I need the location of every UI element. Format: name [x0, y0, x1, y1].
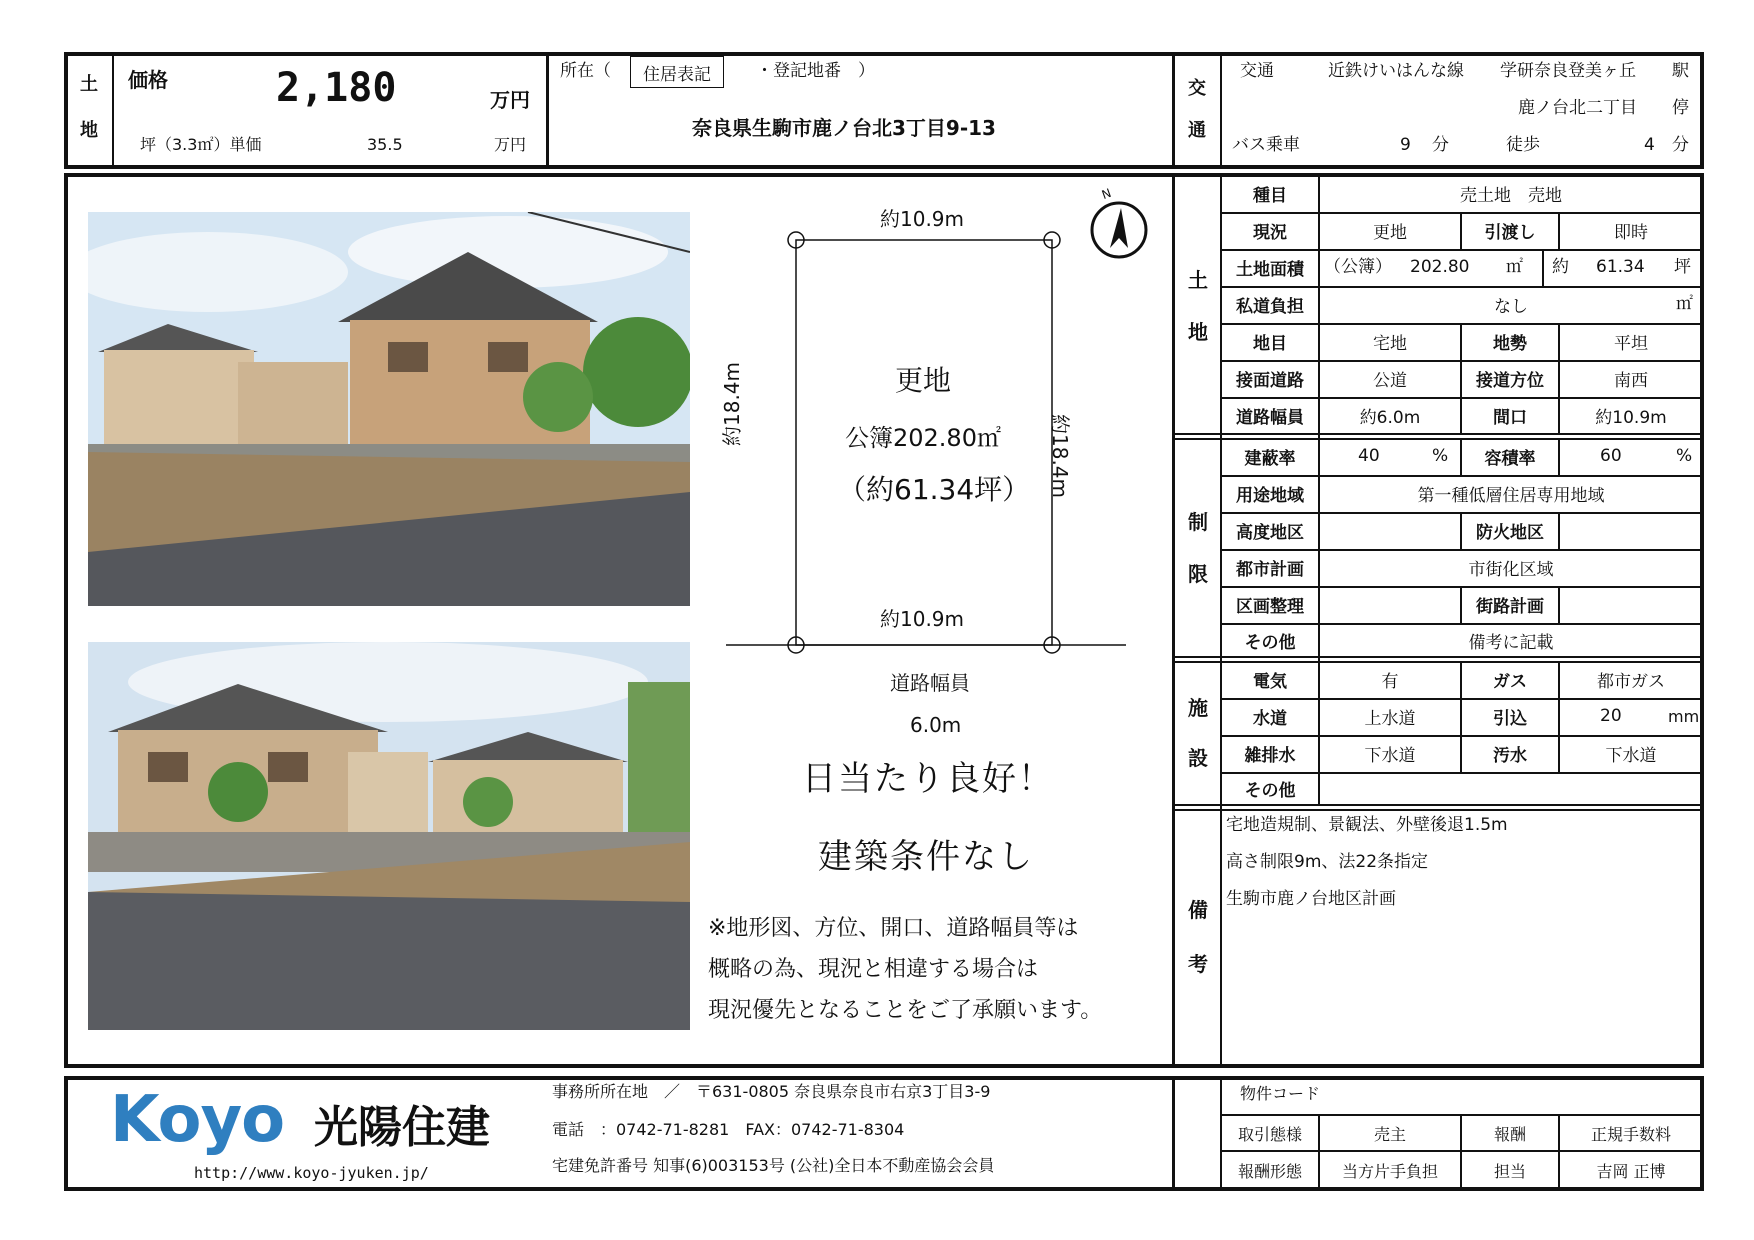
menseki-label: 土地面積 — [1236, 260, 1304, 280]
koutsu-label: 交通 — [1240, 61, 1274, 81]
price-unit: 万円 — [490, 88, 530, 112]
price-label: 価格 — [128, 68, 168, 92]
kodo-value — [1320, 512, 1460, 549]
company-logo: Koyo — [110, 1083, 285, 1157]
limit-section-label: 制 — [1188, 510, 1208, 534]
land-section-label-2: 地 — [1188, 320, 1208, 344]
train-line: 近鉄けいはんな線 — [1328, 61, 1464, 81]
plot-tsubo: （約61.34坪） — [838, 473, 1031, 506]
plot-bottom-length: 約10.9m — [880, 607, 965, 631]
menseki-tsubo-unit: 坪 — [1674, 257, 1691, 277]
walk-minutes: 4 — [1644, 135, 1655, 155]
land-section-label: 土 — [1188, 268, 1208, 292]
tsubo-unit: 万円 — [494, 135, 527, 154]
hikikomi-value: 20 — [1600, 706, 1622, 726]
chisei-value: 平坦 — [1614, 334, 1648, 354]
menseki-tsubo: 61.34 — [1596, 257, 1645, 277]
traffic-label: 交 — [1188, 78, 1206, 99]
station-unit: 駅 — [1672, 61, 1689, 81]
boka-label: 防火地区 — [1476, 523, 1544, 543]
hikikomi-label: 引込 — [1493, 709, 1527, 729]
bus-stop-unit: 停 — [1672, 98, 1689, 118]
promo-sunny: 日当たり良好！ — [802, 759, 1054, 799]
hoshu-label: 報酬 — [1493, 1124, 1526, 1144]
photo-lot-side-image — [88, 642, 690, 1030]
north-label: N — [1099, 185, 1114, 203]
shido-unit: ㎡ — [1676, 294, 1693, 314]
plot-top-length: 約10.9m — [880, 207, 965, 231]
toshi-value: 市街化区域 — [1468, 560, 1554, 580]
walk-label: 徒歩 — [1506, 135, 1540, 155]
keitai-label: 報酬形態 — [1237, 1161, 1302, 1181]
hoi-label: 接道方位 — [1476, 371, 1544, 391]
address: 奈良県生駒市鹿ノ台北3丁目9-13 — [692, 116, 996, 140]
osui-label: 汚水 — [1493, 746, 1527, 766]
plot-left-length: 約18.4m — [720, 361, 744, 446]
company-url: http://www.koyo-jyuken.jp/ — [194, 1164, 429, 1182]
kodo-label: 高度地区 — [1236, 523, 1304, 543]
notice-line-2: 概略の為、現況と相違する場合は — [708, 957, 1039, 982]
chisei-label: 地勢 — [1493, 334, 1527, 354]
genkyo-label: 現況 — [1253, 223, 1287, 243]
maguchi-label: 間口 — [1493, 408, 1527, 428]
toshi-label: 都市計画 — [1236, 560, 1304, 580]
denki-label: 電気 — [1253, 672, 1287, 692]
yoto-label: 用途地域 — [1236, 486, 1304, 506]
land-label: 土 — [80, 74, 98, 95]
kenpei-unit: % — [1432, 446, 1449, 466]
facility-other-value — [1320, 772, 1702, 805]
maguchi-value: 約10.9m — [1595, 408, 1667, 428]
hikiwatashi-value: 即時 — [1614, 223, 1648, 243]
yoto-value: 第一種低層住居専用地域 — [1417, 486, 1605, 506]
price-value: 2,180 — [276, 65, 397, 111]
remark-line: 生駒市鹿ノ台地区計画 — [1226, 889, 1396, 909]
hoshu-value: 正規手数料 — [1590, 1124, 1671, 1144]
notice-line-3: 現況優先となることをご了承願います。 — [708, 998, 1103, 1023]
shido-value: なし — [1494, 297, 1528, 317]
kukaku-value — [1320, 586, 1460, 623]
plot-area: 公簿202.80㎡ — [845, 424, 1001, 452]
zatsu-label: 雑排水 — [1244, 746, 1296, 766]
office-phone: 電話 ：0742-71-8281 FAX：0742-71-8304 — [552, 1120, 905, 1139]
chimoku-value: 宅地 — [1373, 334, 1407, 354]
office-address: 事務所所在地 ／ 〒631-0805 奈良県奈良市右京3丁目3-9 — [552, 1082, 991, 1101]
gas-value: 都市ガス — [1597, 672, 1665, 692]
walk-minutes-unit: 分 — [1672, 135, 1689, 155]
bus-minutes-unit: 分 — [1432, 135, 1449, 155]
road-label: 道路幅員 — [890, 671, 970, 695]
location-prefix: 所在（ — [560, 61, 611, 81]
location-boxed: 住居表記 — [630, 56, 724, 88]
photo-lot-front-image — [88, 212, 690, 606]
limit-section-label-2: 限 — [1188, 562, 1208, 586]
remark-line: 高さ制限9m、法22条指定 — [1226, 852, 1429, 872]
boka-value — [1560, 512, 1702, 549]
shumoku-label: 種目 — [1253, 186, 1287, 206]
torihiki-value: 売主 — [1373, 1124, 1406, 1144]
license-number: 宅建免許番号 知事(6)003153号 (公社)全日本不動産協会会員 — [552, 1156, 995, 1175]
tsubo-value: 35.5 — [367, 135, 403, 154]
yoseki-label: 容積率 — [1484, 449, 1536, 469]
chimoku-label: 地目 — [1253, 334, 1287, 354]
fukuin-value: 約6.0m — [1359, 408, 1421, 428]
hoi-value: 南西 — [1614, 371, 1648, 391]
gairo-value — [1560, 586, 1702, 623]
facility-section-label: 施 — [1188, 696, 1208, 720]
bus-minutes: 9 — [1400, 135, 1411, 155]
station: 学研奈良登美ヶ丘 — [1500, 61, 1636, 81]
kenpei-value: 40 — [1358, 446, 1380, 466]
limit-other-value: 備考に記載 — [1468, 632, 1554, 653]
remarks-section-label: 備 — [1188, 898, 1208, 922]
keitai-value: 当方片手負担 — [1341, 1161, 1438, 1181]
torihiki-label: 取引態様 — [1237, 1124, 1302, 1144]
land-label-2: 地 — [80, 120, 98, 141]
kenpei-label: 建蔽率 — [1244, 449, 1296, 469]
yoseki-value: 60 — [1600, 446, 1622, 466]
hikikomi-unit: mm — [1668, 707, 1700, 726]
remarks-section-label-2: 考 — [1188, 952, 1208, 976]
photo-lot-side — [88, 642, 690, 1030]
zatsu-value: 下水道 — [1364, 746, 1416, 766]
road-width: 6.0m — [910, 713, 962, 737]
menseki-unit: ㎡ — [1506, 257, 1523, 277]
yoseki-unit: % — [1676, 446, 1693, 466]
facility-section-label-2: 設 — [1188, 746, 1208, 770]
facility-other-label: その他 — [1244, 781, 1296, 801]
remark-line: 宅地造規制、景観法、外壁後退1.5m — [1226, 815, 1508, 835]
limit-other-label: その他 — [1244, 632, 1296, 653]
property-code-label: 物件コード — [1240, 1084, 1321, 1103]
tanto-value: 吉岡 正博 — [1596, 1161, 1666, 1181]
suido-value: 上水道 — [1364, 709, 1416, 729]
gairo-label: 街路計画 — [1476, 597, 1544, 617]
shido-label: 私道負担 — [1236, 297, 1304, 317]
menseki-value: 202.80 — [1410, 257, 1470, 277]
menseki-kobo: （公簿） — [1324, 257, 1392, 277]
tsubo-label: 坪（3.3㎡）単価 — [140, 135, 262, 154]
traffic-label-2: 通 — [1188, 120, 1206, 141]
photo-lot-front — [88, 212, 690, 606]
menseki-yaku: 約 — [1552, 257, 1569, 277]
shumoku-value: 売土地 売地 — [1460, 186, 1562, 206]
hikiwatashi-label: 引渡し — [1484, 223, 1536, 243]
denki-value: 有 — [1381, 672, 1399, 692]
osui-value: 下水道 — [1605, 746, 1657, 766]
promo-no-condition: 建築条件なし — [818, 837, 1034, 877]
kukaku-label: 区画整理 — [1236, 597, 1304, 617]
fukuin-label: 道路幅員 — [1236, 408, 1304, 428]
setsumen-value: 公道 — [1373, 371, 1407, 391]
gas-label: ガス — [1493, 672, 1527, 692]
plot-status: 更地 — [895, 364, 952, 397]
setsumen-label: 接面道路 — [1236, 371, 1304, 391]
bus-stop: 鹿ノ台北二丁目 — [1518, 98, 1637, 118]
company-name: 光陽住建 — [314, 1102, 490, 1153]
location-suffix: ・登記地番 ） — [756, 61, 875, 81]
notice-line-1: ※地形図、方位、開口、道路幅員等は — [708, 916, 1079, 941]
north-arrow-icon — [1088, 192, 1150, 260]
tanto-label: 担当 — [1493, 1161, 1526, 1181]
plot-right-length: 約18.4m — [1048, 414, 1072, 499]
bus-label: バス乗車 — [1232, 135, 1300, 155]
genkyo-value: 更地 — [1373, 223, 1407, 243]
suido-label: 水道 — [1253, 709, 1287, 729]
